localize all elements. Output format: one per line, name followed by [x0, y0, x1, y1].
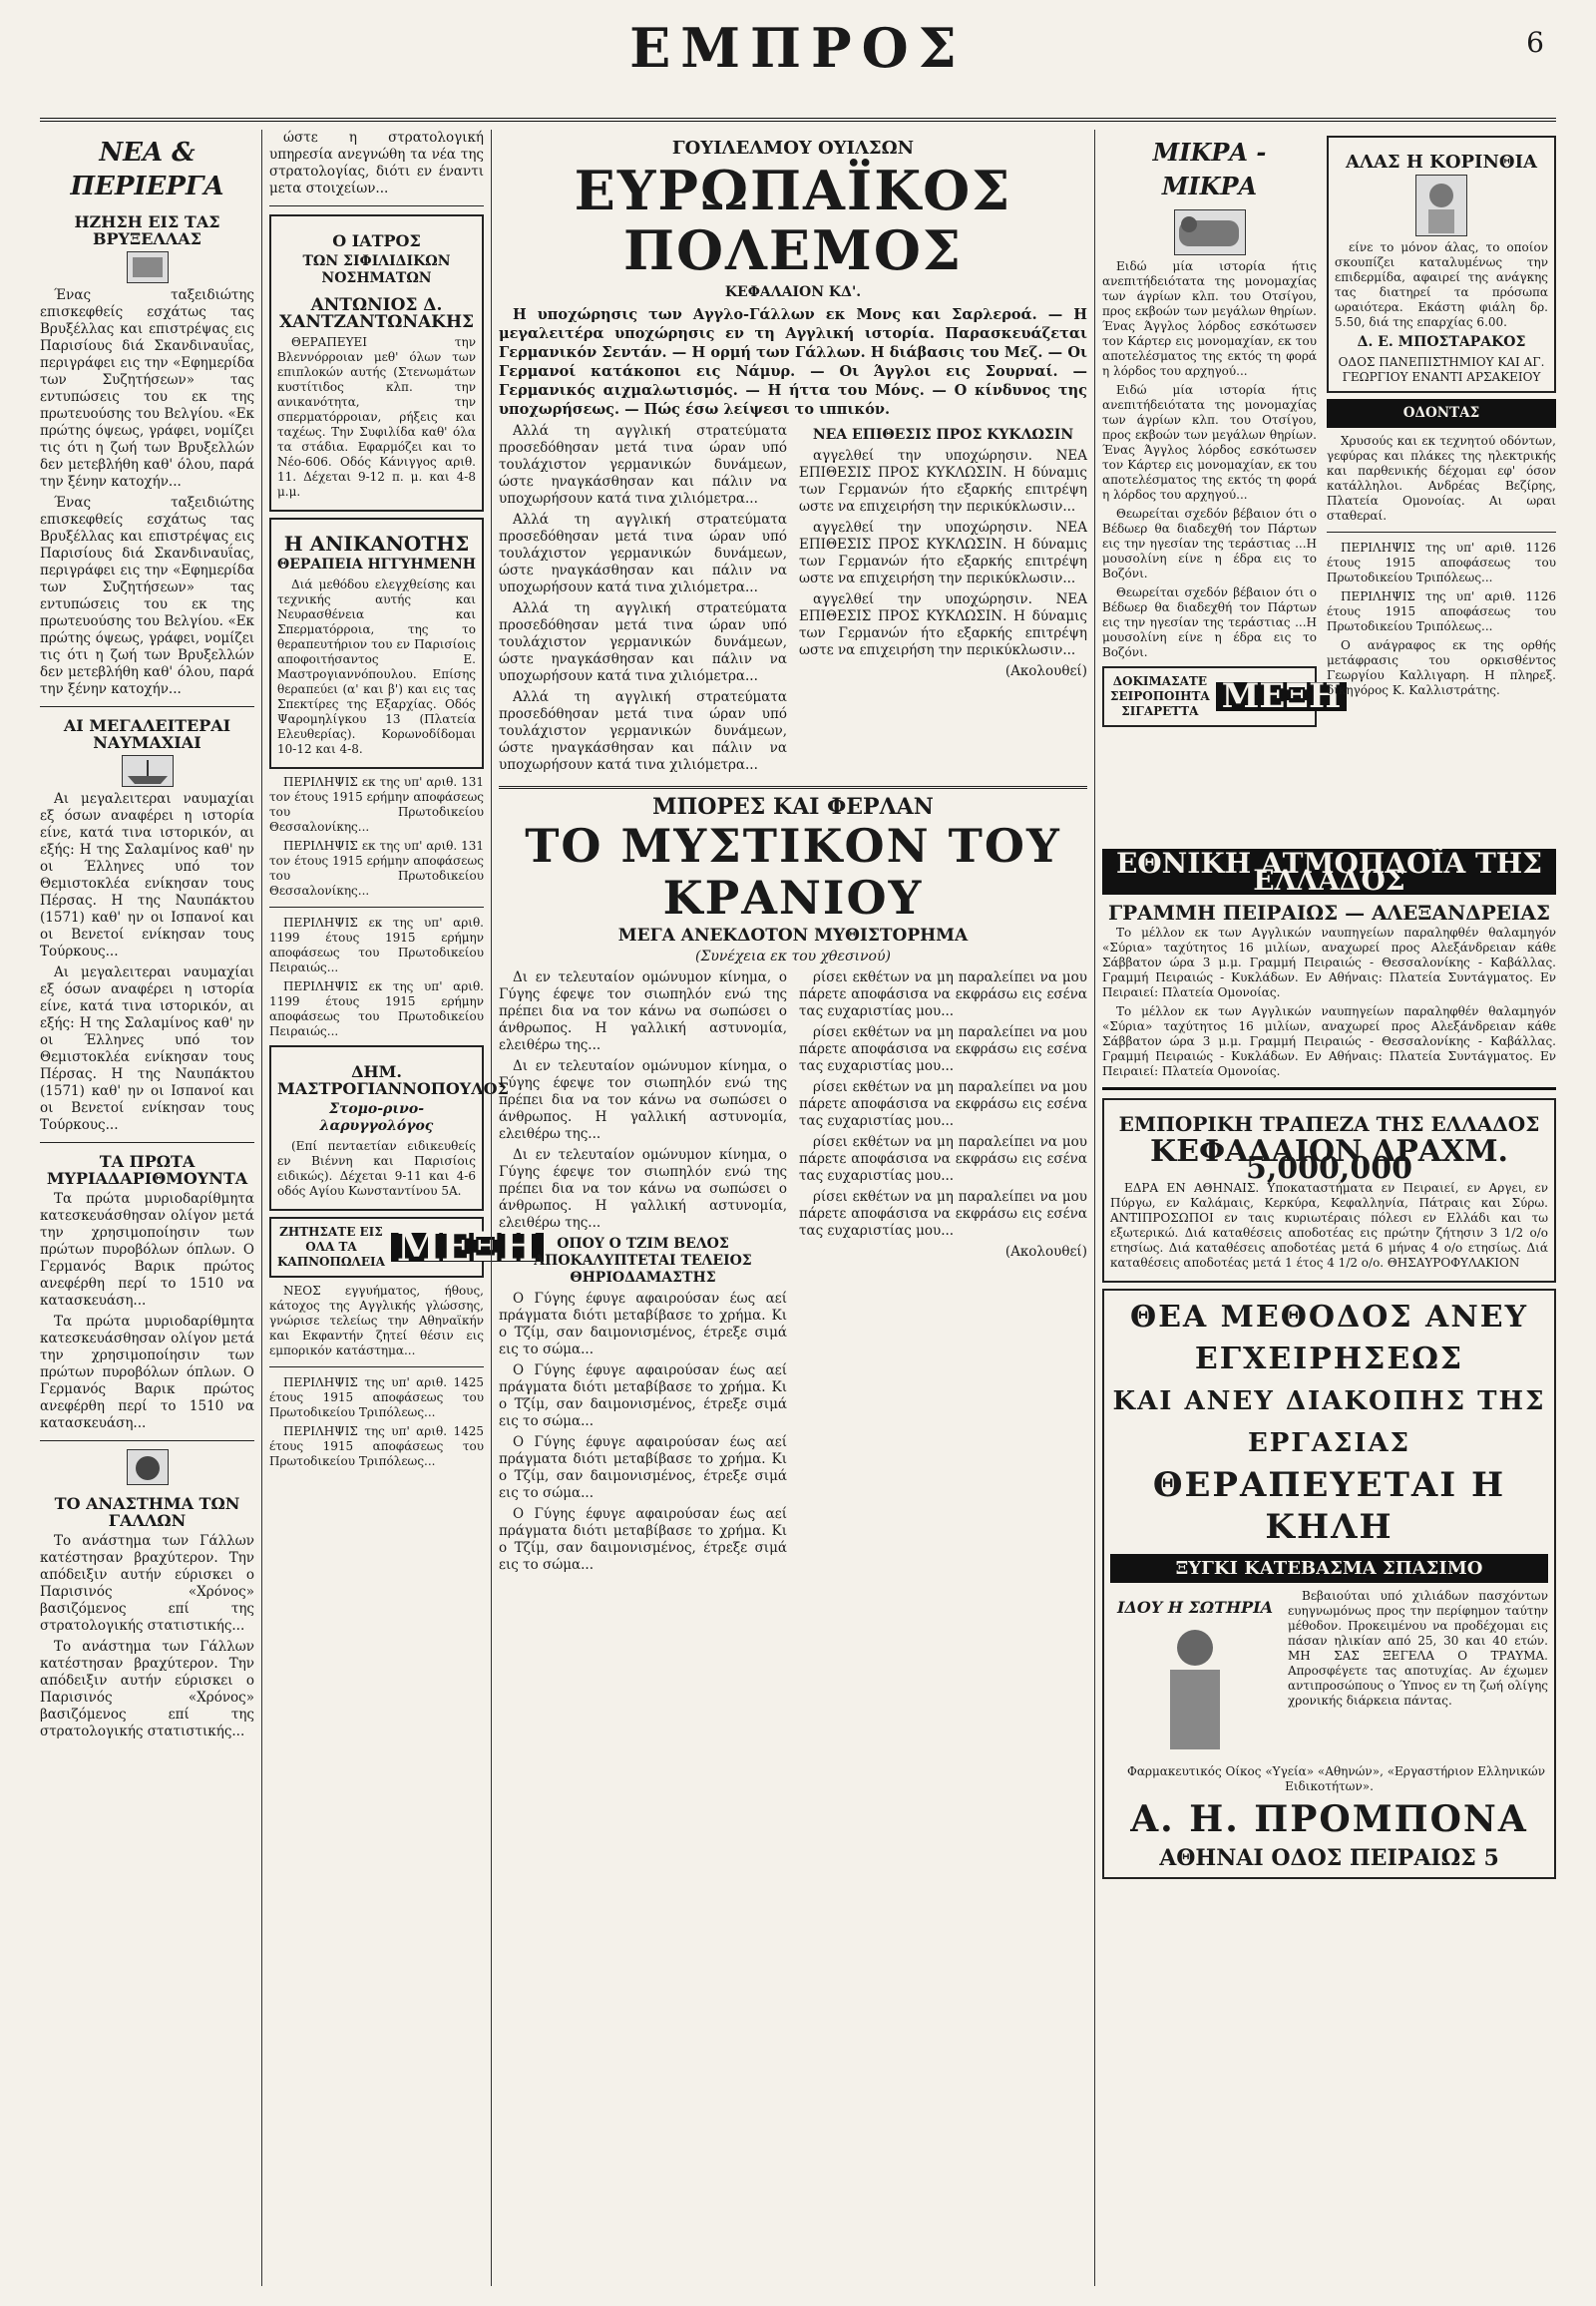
- cigarette-brand: ΜΕΞΗ: [391, 1233, 544, 1262]
- dentist-ad: [269, 1045, 509, 1211]
- small-news-text: Θεωρείται σχεδόν βέβαιον ότι ο Βέδωερ θα διαδεχθή τον Πάρτων εις την ηγεσίαν της τεράστιας ...Η μουσολίνη είνε η έδρα εις το Βοζόνι.: [1102, 585, 1317, 659]
- novel2-subhead: ΟΠΟΥ Ο ΤΖΙΜ ΒΕΛΟΣ ΑΠΟΚΑΛΥΠΤΕΤΑΙ ΤΕΛΕΙΟΣ ΘΗΡΙΟΔΑΜΑΣΤΗΣ: [534, 1236, 752, 1286]
- hernia-badge: ΙΔΟΥ Η ΣΩΤΗΡΙΑ: [1116, 1598, 1274, 1617]
- divider: [40, 706, 254, 707]
- doctor-text: ΘΕΡΑΠΕΥΕΙ την Βλεννόρροιαν μεθ' όλων των επιπλοκών αυτής (Στενωμάτων κυστίτιδος κλπ. την ανικανότητα, την σπερματόρροιαν, ρήξεις και ταχέως. Την Συφιλίδα καθ' όλα τα στάδια. Εφαρμόζει και το Νέο-606. Οδός Κάνιγγος αριθ. 11. Δέχεται 9-12 π. μ. και 4-8 μ.μ.: [277, 335, 476, 499]
- court-notice: ΠΕΡΙΛΗΨΙΣ εκ της υπ' αριθ. 1199 έτους 1915 ερήμην αποφάσεως του Πρωτοδικείου Πειραιώς...: [269, 916, 484, 974]
- column-news: [40, 130, 254, 2286]
- novel-author: ΓΟΥΙΛΕΛΜΟΥ ΟΥΙΛΣΩΝ: [671, 138, 915, 159]
- dentist-text: (Επί πενταετίαν ειδικευθείς εν Βιέννη και Παρισίοις ειδικώς). Δέχεται 9-11 και 4-6 οδός Αγίου Κωνσταντίνου 5Α.: [277, 1139, 476, 1198]
- novel2-text: Δι εν τελευταίον ομώνυμον κίνημα, ο Γύγης έφεψε τον σιωπηλόν ενώ της πρέπει δια να τον κάνω να σωπώσει ο άνθρωπος. Η γαλλική αστυνομία, ελειθέρω της...: [499, 1058, 787, 1142]
- novel2-sub: ΜΕΓΑ ΑΝΕΚΔΟΤΟΝ ΜΥΘΙΣΤΟΡΗΜΑ: [617, 926, 969, 946]
- doctor-name: ΑΝΤΩΝΙΟΣ Δ. ΧΑΝΤΖΑΝΤΩΝΑΚΗΣ: [278, 295, 475, 332]
- article-text: Τα πρώτα μυριοδαρίθμητα κατεσκευάσθησαν ολίγον μετά την χρησιμοποίησιν των πρώτων πυροβόλων όπλων. Ο Γερμανός Βαρικ πρώτος ανεφέρθη περί το 1510 να κατασκευάση...: [40, 1191, 254, 1309]
- court-notice: ΠΕΡΙΛΗΨΙΣ της υπ' αριθ. 1126 έτους 1915 αποφάσεως του Πρωτοδικείου Τριπόλεως...: [1327, 589, 1556, 633]
- pharmacist-name: Δ. Ε. ΜΠΟΣΤΑΡΑΚΟΣ: [1357, 334, 1526, 350]
- rooster-icon: [127, 1449, 169, 1485]
- shipping-title: ΕΘΝΙΚΗ ΑΤΜΟΠΛΟΪΑ ΤΗΣ ΕΛΛΑΔΟΣ: [1102, 849, 1556, 895]
- hernia-name: Α. Η. ΠΡΟΜΠΟΝΑ: [1130, 1798, 1528, 1840]
- novel2-text: ρίσει εκθέτων να μη παραλείπει να μου πάρετε αποφάσισα να εκφράσω εις εσένα τας ευχαριστίας μου...: [799, 1024, 1087, 1074]
- article-text: Τα πρώτα μυριοδαρίθμητα κατεσκευάσθησαν ολίγον μετά την χρησιμοποίησιν των πρώτων πυροβόλων όπλων. Ο Γερμανός Βαρικ πρώτος ανεφέρθη περί το 1510 να κατασκευάση...: [40, 1314, 254, 1431]
- novel2-text: Δι εν τελευταίον ομώνυμον κίνημα, ο Γύγης έφεψε τον σιωπηλόν ενώ της πρέπει δια να τον κάνω να σωπώσει ο άνθρωπος. Η γαλλική αστυνομία, ελειθέρω της...: [499, 969, 787, 1053]
- article-text: Αι μεγαλειτεραι ναυμαχίαι εξ όσων αναφέρει η ιστορία είνε, κατά τινα ιστορικόν, αι εξής: Η της Σαλαμίνος καθ' ην οι Έλληνες υπό τον Θεμιστοκλέα ενίκησαν τους Πέρσας. Η της Ναυπάκτου (1571) καθ' ην οι Ισπανοί και οι Βενετοί ενίκησαν τους Τούρκους...: [40, 964, 254, 1133]
- court-notice: ΠΕΡΙΛΗΨΙΣ εκ της υπ' αριθ. 1199 έτους 1915 ερήμην αποφάσεως του Πρωτοδικείου Πειραιώς...: [269, 979, 484, 1038]
- doctor-sub: ΤΩΝ ΣΙΦΙΛΙΔΙΚΩΝ ΝΟΣΗΜΑΤΩΝ: [302, 253, 451, 286]
- small-news-title: ΜΙΚΡΑ - ΜΙΚΡΑ: [1152, 138, 1267, 200]
- bank-text: ΕΔΡΑ ΕΝ ΑΘΗΝΑΙΣ. Υποκαταστήματα εν Πειραιεί, εν Αργει, εν Πύργω, εν Καλάμαις, Κερκύρα, Κεφαλληνία, Πάτραις και Σύρω. ΑΝΤΙΠΡΟΣΩΠΟΙ εν ταις κυριωτέραις πόλεσι εν Ελλάδι και τω εξωτερικώ. Διά καταθέσεις αποδοτέας εις πρώτην ζήτησιν 3 1/2 ο/ο ετησίως. Διά καταθέσεις αποδοτέας μετά 6 μήνας 4 ο/ο ετησίως. Διά καταθέσεις αποδοτέας μετά 1 έτος 4 1/2 ο/ο. ΘΗΣΑΥΡΟΦΥΛΑΚΙΟΝ: [1110, 1181, 1548, 1270]
- divider: [1102, 1087, 1556, 1090]
- novel-text: Αλλά τη αγγλική στρατεύματα προσεδόθησαν μετά τινα ώραν υπό τουλάχιστον γερμανικών δυνάμεων, ώστε ηναγκάσθησαν και πάλιν να υποχωρήσουν κατά τινα χιλιόμετρα...: [499, 512, 787, 595]
- court-notice: ΠΕΡΙΛΗΨΙΣ της υπ' αριθ. 1425 έτους 1915 αποφάσεως του Πρωτοδικείου Τριπόλεως...: [269, 1424, 484, 1468]
- ads-lower-right: [1102, 843, 1556, 2286]
- cigarette-ask: ΔΟΚΙΜΑΣΑΤΕ ΣΕΙΡΟΠΟΙΗΤΑ ΣΙΓΑΡΕΤΤΑ: [1110, 674, 1210, 718]
- novel-text: Αλλά τη αγγλική στρατεύματα προσεδόθησαν μετά τινα ώραν υπό τουλάχιστον γερμανικών δυνάμεων, ώστε ηναγκάσθησαν και πάλιν να υποχωρήσουν κατά τινα χιλιόμετρα...: [499, 600, 787, 684]
- court-notice: ΠΕΡΙΛΗΨΙΣ της υπ' αριθ. 1425 έτους 1915 αποφάσεως του Πρωτοδικείου Τριπόλεως...: [269, 1375, 484, 1419]
- divider: [269, 1366, 484, 1367]
- bank-ad: [1102, 1098, 1556, 1283]
- dentist-title: Στομο-ρινο-λαρυγγολόγος: [319, 1101, 434, 1134]
- novel-title: ΕΥΡΩΠΑΪΚΟΣ ΠΟΛΕΜΟΣ: [574, 159, 1012, 282]
- divider: [269, 205, 484, 206]
- article-text: ώστε η στρατολογική υπηρεσία ανεγνώθη τα νέα της στρατολογίας, διότι εν έναντι μετα στοιχείων...: [269, 130, 484, 196]
- teeth-text: Χρυσούς και εκ τεχνητού οδόντων, γεφύρας και πλάκες της ηλεκτρικής και παρθενικής δέχομαι εφ' όσον κατάλληλοι. Ανδρέας Βεζίρης, Πλατεία Ομονοίας. Αι ωραι σταθεραί.: [1327, 434, 1556, 523]
- novel-text: αγγελθεί την υποχώρησιν. ΝΕΑ ΕΠΙΘΕΣΙΣ ΠΡΟΣ ΚΥΚΛΩΣΙΝ. Η δύναμις των Γερμανών ήτο εξαρκής επιτρέψη ωστε να επιχειρήση την περικύκλωσιν...: [799, 591, 1087, 658]
- column-ads-right: [1327, 130, 1556, 828]
- hernia-title: ΘΕΑ ΜΕΘΟΔΟΣ ΑΝΕΥ ΕΓΧΕΙΡΗΣΕΩΣ: [1129, 1300, 1529, 1376]
- novel2-author: ΜΠΟΡΕΣ ΚΑΙ ΦΕΡΛΑΝ: [652, 794, 934, 820]
- hernia-title-3: ΘΕΡΑΠΕΥΕΤΑΙ Η ΚΗΛΗ: [1152, 1465, 1506, 1547]
- dentist-name: ΔΗΜ. ΜΑΣΤΡΟΓΙΑΝΝΟΠΟΥΛΟΣ: [277, 1062, 509, 1098]
- classified-text: ΝΕΟΣ εγγυήματος, ήθους, κάτοχος της Αγγλικής γλώσσης, γνώρισε τελείως την Αθηναϊκήν και Εκφαντήν ζητεί θέσιν εις εμπορικόν κατάστημα...: [269, 1284, 484, 1357]
- impotence-ad: [269, 518, 484, 769]
- hernia-sub: ΞΥΓΚΙ ΚΑΤΕΒΑΣΜΑ ΣΠΑΣΙΜΟ: [1110, 1554, 1548, 1583]
- article-text: Το ανάστημα των Γάλλων κατέστησαν βραχύτερον. Την απόδειξιν αυτήν εύρισκει ο Παρισινός «Χρόνος» βασιζόμενος επί της στρατολογικής στατιστικής...: [40, 1639, 254, 1739]
- cigarette-brand: ΜΕΞΗ: [1216, 682, 1348, 711]
- man-figure-icon: [1120, 1620, 1270, 1759]
- page-number: 6: [1526, 26, 1544, 59]
- column-ads-left: [269, 130, 538, 2286]
- novel2-text: Ο Γύγης έφυγε αφαιρούσαν έως αεί πράγματα διότι μεταβίβασε το χρήμα. Κι ο Τζίμ, σαν δαιμονισμένος, έτρεξε σιμά εις το σώμα...: [499, 1291, 787, 1357]
- impotence-title: Η ΑΝΙΚΑΝΟΤΗΣ: [283, 532, 470, 556]
- court-notice: ΠΕΡΙΛΗΨΙΣ της υπ' αριθ. 1126 έτους 1915 αποφάσεως του Πρωτοδικείου Τριπόλεως...: [1327, 541, 1556, 584]
- chapter-label: ΚΕΦΑΛΑΙΟΝ ΚΔ'.: [724, 284, 862, 300]
- article-title: ΤΟ ΑΝΑΣΤΗΜΑ ΤΩΝ ΓΑΛΛΩΝ: [54, 1494, 240, 1530]
- cigarette-ad: [269, 1217, 538, 1278]
- impotence-text: Διά μεθόδου ελεγχθείσης και τεχνικής αυτής και Νευρασθένεια και Σπερματόρροια, της το θεραπευτήριον του εν Παρισίοις αποφοιτήσαντος Ε. Μαστρογιαννόπουλου. Επίσης θεραπεύει (α' και β') και εις τας Σπεκτίρες της Εξαρχίας. Οδός Ψαρομηλίγκου 13 (Πλατεία Ελευθερίας). Κορωνοδίδομαι 10-12 και 4-8.: [277, 577, 476, 756]
- teeth-title: ΟΔΟΝΤΑΣ: [1327, 399, 1556, 428]
- article-title: ΤΑ ΠΡΩΤΑ ΜΥΡΙΑΔΑΡΙΘΜΟΥΝΤΑ: [46, 1152, 248, 1188]
- novel-body: [499, 423, 1087, 778]
- doctor-ad: [269, 214, 484, 512]
- woman-portrait-icon: [1415, 175, 1467, 236]
- novel2-text: Ο Γύγης έφυγε αφαιρούσαν έως αεί πράγματα διότι μεταβίβασε το χρήμα. Κι ο Τζίμ, σαν δαιμονισμένος, έτρεξε σιμά εις το σώμα...: [499, 1506, 787, 1573]
- column-rule: [491, 130, 492, 2286]
- cigarette-ad-2: [1102, 666, 1342, 727]
- column-rule: [1094, 130, 1095, 2286]
- small-news-text: Ειδώ μία ιστορία ήτις ανεπιτήδειότατα της μονομαχίας των άγρίων κλπ. του Οτσίγου, προς εκβοών των μεγάλων θηρίων. Ένας Άγγλος λόρδος εσκότωσεν τον Κάρτερ εις μονομαχίαν, εκ του αποτελέσματος της εκτός τη φορά η λόρδος του αρχηγού...: [1102, 383, 1317, 502]
- shipping-text: Το μέλλον εκ των Αγγλικών ναυπηγείων παραληφθέν θαλαμηγόν «Σύρια» ταχύτητος 16 μιλίων, αναχωρεί προς Αλεξάνδρειαν κάθε Σάββατον ώρα 3 μ.μ. Γραμμή Πειραιώς - Θεσσαλονίκης - Καβάλλας. Γραμμή Πειραιώς - Κυκλάδων. Εν Αθήναις: Πλατεία Συντάγματος. Εν Πειραιεί: Πλατεία Ομονοίας.: [1102, 1004, 1556, 1078]
- column-serial: [499, 130, 1087, 2286]
- hernia-body: [1110, 1589, 1548, 1764]
- court-notice: ΠΕΡΙΛΗΨΙΣ εκ της υπ' αριθ. 131 τον έτους 1915 ερήμην αποφάσεως του Πρωτοδικείου Θεσσαλονίκης...: [269, 839, 484, 898]
- divider: [499, 786, 1087, 789]
- corinth-salt-ad: [1327, 136, 1556, 393]
- hernia-illustration: [1110, 1589, 1280, 1764]
- novel2-text: ρίσει εκθέτων να μη παραλείπει να μου πάρετε αποφάσισα να εκφράσω εις εσένα τας ευχαριστίας μου...: [799, 1134, 1087, 1184]
- novel2-title: ΤΟ ΜΥΣΤΙΚΟΝ ΤΟΥ ΚΡΑΝΙΟΥ: [525, 819, 1061, 925]
- novel2-continued: (Συνέχεια εκ του χθεσινού): [695, 949, 891, 964]
- article-text: Το ανάστημα των Γάλλων κατέστησαν βραχύτερον. Την απόδειξιν αυτήν εύρισκει ο Παρισινός «Χρόνος» βασιζόμενος επί της στρατολογικής στατιστικής...: [40, 1533, 254, 1634]
- article-text: Αι μεγαλειτεραι ναυμαχίαι εξ όσων αναφέρει η ιστορία είνε, κατά τινα ιστορικόν, αι εξής: Η της Σαλαμίνος καθ' ην οι Έλληνες υπό τον Θεμιστοκλέα ενίκησαν τους Πέρσας. Η της Ναυπάκτου (1571) καθ' ην οι Ισπανοί και οι Βενετοί ενίκησαν τους Τούρκους...: [40, 791, 254, 960]
- court-notice: Ο ανάγραφος εκ της ορθής μετάφρασις του ορκισθέντος Γεωργίου Καλλιγαρη. Η πληρεξ. δικηγόρος Κ. Καλλιστράτης.: [1327, 638, 1556, 697]
- impotence-sub: ΘΕΡΑΠΕΙΑ ΗΓΓΥΗΜΕΝΗ: [277, 557, 476, 573]
- section-title: ΝΕΑ & ΠΕΡΙΕΡΓΑ: [70, 138, 224, 201]
- small-news-text: Ειδώ μία ιστορία ήτις ανεπιτήδειότατα της μονομαχίας των άγρίων κλπ. του Οτσίγου, προς εκβοών των μεγάλων θηρίων. Ένας Άγγλος λόρδος εσκότωσεν τον Κάρτερ εις μονομαχίαν, εκ του αποτελέσματος της εκτός τη φορά η λόρδος του αρχηγού...: [1102, 259, 1317, 378]
- hernia-ad: [1102, 1289, 1556, 1879]
- novel2-text: Ο Γύγης έφυγε αφαιρούσαν έως αεί πράγματα διότι μεταβίβασε το χρήμα. Κι ο Τζίμ, σαν δαιμονισμένος, έτρεξε σιμά εις το σώμα...: [499, 1434, 787, 1501]
- novel2-text: ρίσει εκθέτων να μη παραλείπει να μου πάρετε αποφάσισα να εκφράσω εις εσένα τας ευχαριστίας μου...: [799, 969, 1087, 1019]
- chapter-summary: Η υποχώρησις των Αγγλο-Γάλλων εκ Μονς και Σαρλεροά. — Η μεγαλειτέρα υποχώρησις εν τη Αγγλική ιστορία. Παρασκευάζεται Γερμανικόν Σεντάν. — Η ορμή των Γάλλων. Η διάβασις του Μεζ. — Οι Γερμανοί κατάκοποι εις Νάμυρ. — Οι Άγγλοι εις Σουρναί. — Γερμανικός αιχμαλωτισμός. — Η ήττα του Μόνς. — Ο κίνδυνος της υποχωρήσεως. — Πώς έσω λείψεσι το ιππικόν.: [499, 306, 1087, 418]
- pharmacy-address: ΟΔΟΣ ΠΑΝΕΠΙΣΤΗΜΙΟΥ ΚΑΙ ΑΓ. ΓΕΩΡΓΙΟΥ ΕΝΑΝΤΙ ΑΡΣΑΚΕΙΟΥ: [1338, 355, 1545, 384]
- hernia-text: Βεβαιούται υπό χιλιάδων πασχόντων ευηγνωμόνως προς την περίφημον ταύτην μέθοδον. Προκειμένου να προδέχομαι εις πάσαν ηλικίαν από 25, 30 και 40 ετών. ΜΗ ΣΑΣ ΞΕΓΕΛΑ Ο ΤΡΑΥΜΑ. Απροσφέγετε τας αποτυχίας. Αν έχωμεν αντιπροσώπους ο Ύπνος εν τη ζωή ολίγης χρονικής διάρκεια πάντας.: [1288, 1589, 1548, 1708]
- newspaper-title: ΕΜΠΡΟΣ: [629, 16, 967, 80]
- ship-icon: [122, 755, 174, 787]
- bank-capital: ΚΕΦΑΛΑΙΟΝ ΔΡΑΧΜ. 5,000,000: [1150, 1134, 1508, 1186]
- divider: [1327, 532, 1556, 533]
- novel-text: αγγελθεί την υποχώρησιν. ΝΕΑ ΕΠΙΘΕΣΙΣ ΠΡΟΣ ΚΥΚΛΩΣΙΝ. Η δύναμις των Γερμανών ήτο εξαρκής επιτρέψη ωστε να επιχειρήση την περικύκλωσιν...: [799, 520, 1087, 586]
- column-rule: [261, 130, 262, 2286]
- article-title: ΑΙ ΜΕΓΑΛΕΙΤΕΡΑΙ ΝΑΥΜΑΧΙΑΙ: [63, 716, 231, 752]
- corinth-text: είνε το μόνον άλας, το οποίον σκουπίζει καταλυμένως την επιδερμίδα, αφαιρεί της ανάγκης τας διατηρεί τα πρόσωπα ωραιότερα. Εκάστη φιάλη δρ. 5.50, διά της επαρχίας 6.00.: [1335, 240, 1548, 329]
- shipping-line: ΓΡΑΜΜΗ ΠΕΙΡΑΙΩΣ — ΑΛΕΞΑΝΔΡΕΙΑΣ: [1107, 901, 1551, 925]
- divider: [40, 1440, 254, 1441]
- continued-label: (Ακολουθεί): [1004, 1244, 1087, 1260]
- novel-text: Αλλά τη αγγλική στρατεύματα προσεδόθησαν μετά τινα ώραν υπό τουλάχιστον γερμανικών δυνάμεων, ώστε ηναγκάσθησαν και πάλιν να υποχωρήσουν κατά τινα χιλιόμετρα...: [499, 423, 787, 507]
- article-text: Ένας ταξειδιώτης επισκεφθείς εσχάτως τας Βρυξέλλας και επιστρέψας εις Παρισίους διά Σκανδιναυΐας, περιγράφει εις την «Εφημερίδα των Συζητήσεων» τας εντυπώσεις του εκ της πρωτευούσης του Βελγίου. «Εκ πρώτης όψεως, γράφει, νομίζει τις ότι η ζωή των Βρυξελλών δεν μετεβλήθη καθ' όλου, παρά την ξένην κατοχήν...: [40, 287, 254, 490]
- article-text: Ένας ταξειδιώτης επισκεφθείς εσχάτως τας Βρυξέλλας και επιστρέψας εις Παρισίους διά Σκανδιναυΐας, περιγράφει εις την «Εφημερίδα των Συζητήσεων» τας εντυπώσεις του εκ της πρωτευούσης του Βελγίου. «Εκ πρώτης όψεως, γράφει, νομίζει τις ότι η ζωή των Βρυξελλών δεν μετεβλήθη καθ' όλου, παρά την ξένην κατοχήν...: [40, 495, 254, 697]
- novel-text: αγγελθεί την υποχώρησιν. ΝΕΑ ΕΠΙΘΕΣΙΣ ΠΡΟΣ ΚΥΚΛΩΣΙΝ. Η δύναμις των Γερμανών ήτο εξαρκής επιτρέψη ωστε να επιχειρήση την περικύκλωσιν...: [799, 448, 1087, 515]
- hernia-pharmacy: Φαρμακευτικός Οίκος «Υγεία» «Αθηνών», «Εργαστήριον Ελληνικών Ειδικοτήτων».: [1127, 1764, 1545, 1793]
- doctor-label: Ο ΙΑΤΡΟΣ: [332, 231, 421, 250]
- novel2-text: Δι εν τελευταίον ομώνυμον κίνημα, ο Γύγης έφεψε τον σιωπηλόν ενώ της πρέπει δια να τον κάνω να σωπώσει ο άνθρωπος. Η γαλλική αστυνομία, ελειθέρω της...: [499, 1147, 787, 1231]
- small-news-text: Θεωρείται σχεδόν βέβαιον ότι ο Βέδωερ θα διαδεχθή τον Πάρτων εις την ηγεσίαν της τεράστιας ...Η μουσολίνη είνε η έδρα εις το Βοζόνι.: [1102, 507, 1317, 580]
- cigarette-ask: ΖΗΤΗΣΑΤΕ ΕΙΣ ΟΛΑ ΤΑ ΚΑΠΝΟΠΩΛΕΙΑ: [277, 1225, 385, 1269]
- shipping-text: Το μέλλον εκ των Αγγλικών ναυπηγείων παραληφθέν θαλαμηγόν «Σύρια» ταχύτητος 16 μιλίων, αναχωρεί προς Αλεξάνδρειαν κάθε Σάββατον ώρα 3 μ.μ. Γραμμή Πειραιώς - Θεσσαλονίκης - Καβάλλας. Γραμμή Πειραιώς - Κυκλάδων. Εν Αθήναις: Πλατεία Συντάγματος. Εν Πειραιεί: Πλατεία Ομονοίας.: [1102, 926, 1556, 999]
- bank-title: ΕΜΠΟΡΙΚΗ ΤΡΑΠΕΖΑ ΤΗΣ ΕΛΛΑΔΟΣ: [1118, 1112, 1540, 1136]
- corinth-title: ΑΛΑΣ Η ΚΟΡΙΝΘΙΑ: [1346, 152, 1537, 173]
- novel-text: Αλλά τη αγγλική στρατεύματα προσεδόθησαν μετά τινα ώραν υπό τουλάχιστον γερμανικών δυνάμεων, ώστε ηναγκάσθησαν και πάλιν να υποχωρήσουν κατά τινα χιλιόμετρα...: [499, 689, 787, 773]
- subsection-title: ΝΕΑ ΕΠΙΘΕΣΙΣ ΠΡΟΣ ΚΥΚΛΩΣΙΝ: [812, 427, 1074, 443]
- court-notice: ΠΕΡΙΛΗΨΙΣ εκ της υπ' αριθ. 131 τον έτους 1915 ερήμην αποφάσεως του Πρωτοδικείου Θεσσαλονίκης...: [269, 775, 484, 834]
- hernia-address: ΑΘΗΝΑΙ ΟΔΟΣ ΠΕΙΡΑΙΩΣ 5: [1159, 1845, 1499, 1871]
- novel2-text: Ο Γύγης έφυγε αφαιρούσαν έως αεί πράγματα διότι μεταβίβασε το χρήμα. Κι ο Τζίμ, σαν δαιμονισμένος, έτρεξε σιμά εις το σώμα...: [499, 1362, 787, 1429]
- hernia-title-2: ΚΑΙ ΑΝΕΥ ΔΙΑΚΟΠΗΣ ΤΗΣ ΕΡΓΑΣΙΑΣ: [1112, 1386, 1546, 1458]
- illustration-icon: [127, 251, 169, 283]
- tiger-icon: [1174, 209, 1246, 255]
- novel2-text: ρίσει εκθέτων να μη παραλείπει να μου πάρετε αποφάσισα να εκφράσω εις εσένα τας ευχαριστίας μου...: [799, 1079, 1087, 1129]
- divider: [40, 1142, 254, 1143]
- novel2-text: ρίσει εκθέτων να μη παραλείπει να μου πάρετε αποφάσισα να εκφράσω εις εσένα τας ευχαριστίας μου...: [799, 1189, 1087, 1239]
- masthead: [40, 8, 1556, 122]
- column-small-news: [1102, 130, 1342, 828]
- novel2-body: [499, 969, 1087, 1578]
- article-title: ΗΖΗΣΗ ΕΙΣ ΤΑΣ ΒΡΥΞΕΛΛΑΣ: [74, 212, 220, 248]
- continued-label: (Ακολουθεί): [1004, 663, 1087, 679]
- divider: [269, 907, 484, 908]
